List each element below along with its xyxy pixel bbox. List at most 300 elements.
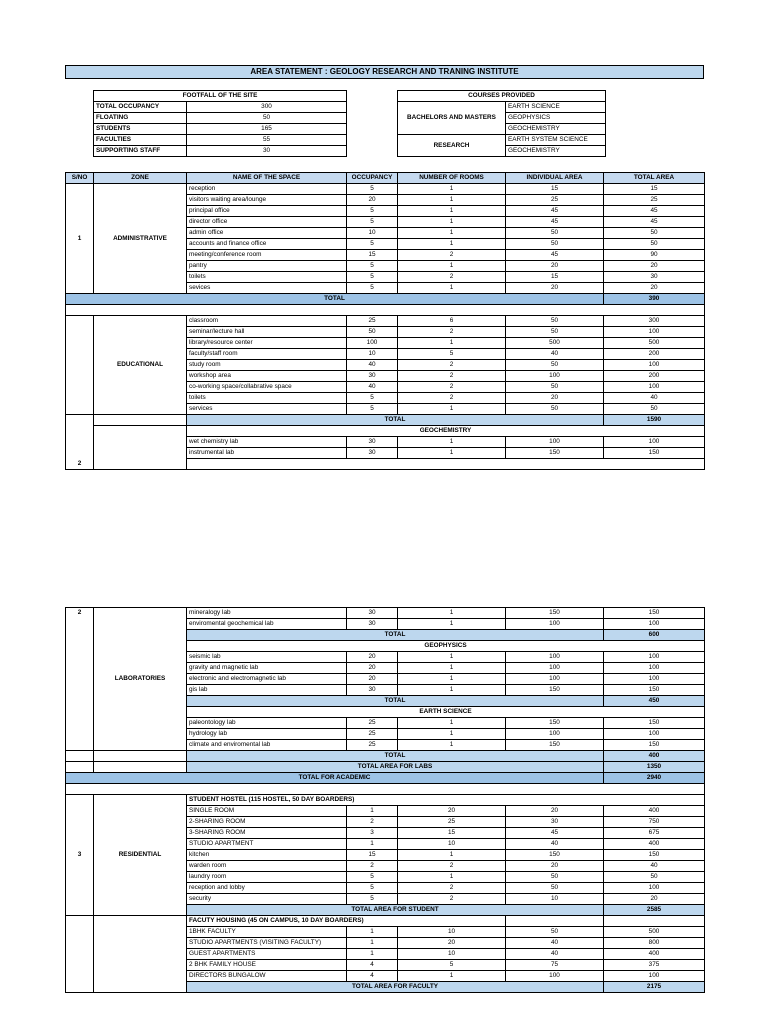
total-area: 100 (604, 883, 705, 894)
occupancy: 5 (347, 283, 398, 294)
table-row (66, 437, 705, 448)
space-name: workshop area (187, 371, 347, 382)
total-area: 100 (604, 729, 705, 740)
zone-cell: LABORATORIES (94, 608, 187, 751)
header-individual-area: INDIVIDUAL AREA (506, 173, 604, 184)
blank-cell (66, 630, 94, 641)
blank-cell (506, 916, 604, 927)
occupancy: 5 (347, 883, 398, 894)
total-value: 2940 (604, 773, 705, 784)
total-area: 400 (604, 949, 705, 960)
table-row (66, 448, 705, 459)
table-row (66, 184, 705, 195)
total-value: 390 (604, 294, 705, 305)
page-title: AREA STATEMENT : GEOLOGY RESEARCH AND TRANING INSTITUTE (66, 66, 704, 79)
rooms: 25 (398, 817, 506, 828)
occupancy: 15 (347, 250, 398, 261)
occupancy: 30 (347, 371, 398, 382)
space-name: admin office (187, 228, 347, 239)
header-zone: ZONE (94, 173, 187, 184)
space-name: reception and lobby (187, 883, 347, 894)
blank-cell (66, 707, 94, 718)
space-name: meeting/conference room (187, 250, 347, 261)
occupancy: 5 (347, 217, 398, 228)
rooms: 2 (398, 894, 506, 905)
blank-cell (66, 426, 94, 437)
total-area: 500 (604, 338, 705, 349)
individual-area: 40 (506, 949, 604, 960)
individual-area: 100 (506, 663, 604, 674)
occupancy: 5 (347, 239, 398, 250)
blank-cell (66, 448, 94, 459)
total-area: 25 (604, 195, 705, 206)
space-name: toilets (187, 272, 347, 283)
total-value: 1590 (604, 415, 705, 426)
occupancy: 1 (347, 839, 398, 850)
blank-cell (94, 448, 187, 459)
total-area: 200 (604, 349, 705, 360)
course-item: EARTH SCIENCE (506, 102, 606, 113)
rooms: 1 (398, 206, 506, 217)
total-area: 100 (604, 327, 705, 338)
rooms: 1 (398, 608, 506, 619)
individual-area: 15 (506, 272, 604, 283)
occupancy: 50 (347, 327, 398, 338)
individual-area: 40 (506, 349, 604, 360)
footfall-value: 30 (187, 146, 347, 157)
rooms: 2 (398, 883, 506, 894)
rooms: 1 (398, 872, 506, 883)
total-area: 750 (604, 817, 705, 828)
space-name: paleontology lab (187, 718, 347, 729)
individual-area: 500 (506, 338, 604, 349)
total-label: TOTAL AREA FOR FACULTY (187, 982, 604, 993)
occupancy: 40 (347, 382, 398, 393)
total-area: 40 (604, 861, 705, 872)
total-area: 100 (604, 663, 705, 674)
subheading: EARTH SCIENCE (187, 707, 705, 718)
subheading-row (66, 426, 705, 437)
sno-cell: 1 (66, 184, 94, 294)
occupancy: 25 (347, 718, 398, 729)
footfall-label: TOTAL OCCUPANCY (94, 102, 187, 113)
total-area: 150 (604, 740, 705, 751)
blank-cell (66, 641, 94, 652)
occupancy: 5 (347, 872, 398, 883)
total-area: 100 (604, 674, 705, 685)
individual-area: 40 (506, 839, 604, 850)
rooms: 1 (398, 674, 506, 685)
sno-row (66, 459, 705, 470)
occupancy: 30 (347, 437, 398, 448)
occupancy: 1 (347, 806, 398, 817)
rooms: 1 (398, 718, 506, 729)
individual-area: 50 (506, 327, 604, 338)
total-area: 100 (604, 360, 705, 371)
blank-cell (94, 426, 187, 437)
occupancy: 25 (347, 729, 398, 740)
occupancy: 30 (347, 608, 398, 619)
total-area: 50 (604, 872, 705, 883)
space-name: climate and enviromental lab (187, 740, 347, 751)
rooms: 20 (398, 806, 506, 817)
rooms: 1 (398, 740, 506, 751)
main-table-page1-clip (65, 172, 705, 474)
footfall-value: 165 (187, 124, 347, 135)
admin-rows (66, 184, 705, 294)
grand-total-row (66, 773, 705, 784)
total-label: TOTAL FOR ACADEMIC (66, 773, 604, 784)
space-name: faculty/staff room (187, 349, 347, 360)
blank-cell (187, 459, 705, 470)
space-name: SINGLE ROOM (187, 806, 347, 817)
blank-cell (94, 916, 187, 993)
main-table-page2-clip (65, 607, 705, 1021)
space-name: wet chemistry lab (187, 437, 347, 448)
rooms: 10 (398, 839, 506, 850)
space-name: kitchen (187, 850, 347, 861)
rooms: 1 (398, 239, 506, 250)
occupancy: 2 (347, 817, 398, 828)
footfall-label: SUPPORTING STAFF (94, 146, 187, 157)
total-area: 500 (604, 927, 705, 938)
rooms: 1 (398, 404, 506, 415)
rooms: 2 (398, 393, 506, 404)
space-name: instrumental lab (187, 448, 347, 459)
individual-area: 100 (506, 729, 604, 740)
page-1 (65, 65, 704, 79)
individual-area: 20 (506, 283, 604, 294)
header-sno: S/NO (66, 173, 94, 184)
rooms: 1 (398, 652, 506, 663)
total-area: 100 (604, 619, 705, 630)
space-name: seismic lab (187, 652, 347, 663)
total-value: 600 (604, 630, 705, 641)
space-name: services (187, 404, 347, 415)
occupancy: 20 (347, 195, 398, 206)
space-name: library/resource center (187, 338, 347, 349)
occupancy: 100 (347, 338, 398, 349)
footfall-label: FACULTIES (94, 135, 187, 146)
total-area: 150 (604, 685, 705, 696)
blank-cell (94, 762, 187, 773)
blank-cell (66, 437, 94, 448)
rooms: 1 (398, 729, 506, 740)
blank-cell (66, 674, 94, 685)
courses-heading: COURSES PROVIDED (398, 91, 606, 102)
total-area: 375 (604, 960, 705, 971)
rooms: 1 (398, 663, 506, 674)
occupancy: 10 (347, 228, 398, 239)
total-area: 30 (604, 272, 705, 283)
rooms: 15 (398, 828, 506, 839)
subheading: GEOPHYSICS (187, 641, 705, 652)
rooms: 1 (398, 261, 506, 272)
total-area: 90 (604, 250, 705, 261)
total-area: 100 (604, 652, 705, 663)
individual-area: 100 (506, 437, 604, 448)
space-name: study room (187, 360, 347, 371)
space-name: gravity and magnetic lab (187, 663, 347, 674)
space-name: mineralogy lab (187, 608, 347, 619)
space-name: 2 BHK FAMILY HOUSE (187, 960, 347, 971)
total-area: 400 (604, 806, 705, 817)
occupancy: 25 (347, 316, 398, 327)
total-label: TOTAL (187, 696, 604, 707)
blank-cell (94, 751, 187, 762)
total-area: 675 (604, 828, 705, 839)
occupancy: 1 (347, 927, 398, 938)
individual-area: 50 (506, 239, 604, 250)
footfall-table (93, 90, 347, 157)
occupancy: 5 (347, 404, 398, 415)
total-area: 150 (604, 718, 705, 729)
rooms: 20 (398, 938, 506, 949)
header-rooms: NUMBER OF ROOMS (398, 173, 506, 184)
course-item: GEOPHYSICS (506, 113, 606, 124)
occupancy: 5 (347, 894, 398, 905)
total-value: 1350 (604, 762, 705, 773)
footfall-label: STUDENTS (94, 124, 187, 135)
blank-cell (94, 459, 187, 470)
space-name: visitors waiting area/lounge (187, 195, 347, 206)
total-area: 20 (604, 261, 705, 272)
individual-area: 20 (506, 861, 604, 872)
blank-cell (604, 916, 705, 927)
sno-cell (66, 316, 94, 415)
rooms: 1 (398, 195, 506, 206)
zone-cell: EDUCATIONAL (94, 316, 187, 415)
rooms: 2 (398, 327, 506, 338)
total-area: 50 (604, 239, 705, 250)
subheading: STUDENT HOSTEL (115 HOSTEL, 50 DAY BOARDERS) (187, 795, 705, 806)
occupancy: 3 (347, 828, 398, 839)
space-name: toilets (187, 393, 347, 404)
total-area: 400 (604, 839, 705, 850)
occupancy: 5 (347, 272, 398, 283)
rooms: 1 (398, 971, 506, 982)
blank-cell (66, 751, 94, 762)
space-name: co-working space/collabrative space (187, 382, 347, 393)
main-table-page2 (65, 607, 705, 993)
individual-area: 100 (506, 619, 604, 630)
space-name: pantry (187, 261, 347, 272)
footfall-value: 300 (187, 102, 347, 113)
total-area: 15 (604, 184, 705, 195)
table-row (66, 316, 705, 327)
main-table-page1 (65, 172, 705, 470)
page2-rows (66, 608, 705, 993)
geochem-rows (66, 426, 705, 470)
total-label: TOTAL (187, 751, 604, 762)
rooms: 2 (398, 272, 506, 283)
total-area: 150 (604, 608, 705, 619)
occupancy: 5 (347, 184, 398, 195)
rooms: 2 (398, 250, 506, 261)
rooms: 1 (398, 685, 506, 696)
individual-area: 150 (506, 448, 604, 459)
rooms: 6 (398, 316, 506, 327)
total-area: 150 (604, 850, 705, 861)
rooms: 2 (398, 382, 506, 393)
occupancy: 20 (347, 663, 398, 674)
space-name: classroom (187, 316, 347, 327)
individual-area: 50 (506, 360, 604, 371)
occupancy: 5 (347, 261, 398, 272)
occupancy: 10 (347, 349, 398, 360)
individual-area: 25 (506, 195, 604, 206)
total-value: 2175 (604, 982, 705, 993)
subheading-row (66, 916, 705, 927)
sno-cell: 2 (66, 459, 94, 470)
courses-group-label: BACHELORS AND MASTERS (398, 102, 506, 135)
individual-area: 40 (506, 938, 604, 949)
rooms: 2 (398, 360, 506, 371)
individual-area: 150 (506, 740, 604, 751)
courses-table (397, 90, 606, 157)
edu-rows (66, 316, 705, 415)
space-name: seminar/lecture hall (187, 327, 347, 338)
course-item: GEOCHEMISTRY (506, 146, 606, 157)
individual-area: 50 (506, 382, 604, 393)
total-area: 50 (604, 228, 705, 239)
rooms: 5 (398, 349, 506, 360)
space-name: reception (187, 184, 347, 195)
footfall-heading: FOOTFALL OF THE SITE (94, 91, 347, 102)
rooms: 1 (398, 184, 506, 195)
occupancy: 4 (347, 960, 398, 971)
rooms: 1 (398, 217, 506, 228)
individual-area: 50 (506, 404, 604, 415)
rooms: 1 (398, 619, 506, 630)
occupancy: 20 (347, 674, 398, 685)
blank-cell (66, 718, 94, 729)
footfall-value: 55 (187, 135, 347, 146)
total-label: TOTAL (187, 630, 604, 641)
total-area: 20 (604, 894, 705, 905)
rooms: 1 (398, 850, 506, 861)
space-name: accounts and finance office (187, 239, 347, 250)
space-name: 1BHK FACULTY (187, 927, 347, 938)
occupancy: 40 (347, 360, 398, 371)
individual-area: 100 (506, 652, 604, 663)
space-name: sevices (187, 283, 347, 294)
occupancy: 1 (347, 938, 398, 949)
header-total-area: TOTAL AREA (604, 173, 705, 184)
rooms: 1 (398, 283, 506, 294)
blank-cell (94, 437, 187, 448)
individual-area: 50 (506, 316, 604, 327)
space-name: gis lab (187, 685, 347, 696)
blank-cell (66, 784, 705, 795)
space-name: 3-SHARING ROOM (187, 828, 347, 839)
zone-cell: ADMINISTRATIVE (94, 184, 187, 294)
total-value: 450 (604, 696, 705, 707)
total-row (66, 751, 705, 762)
individual-area: 100 (506, 971, 604, 982)
occupancy: 20 (347, 652, 398, 663)
rooms: 10 (398, 927, 506, 938)
space-name: warden room (187, 861, 347, 872)
zone-cell: RESIDENTIAL (94, 795, 187, 916)
occupancy: 30 (347, 619, 398, 630)
individual-area: 150 (506, 608, 604, 619)
courses-group-label: RESEARCH (398, 135, 506, 157)
space-name: enviromental geochemical lab (187, 619, 347, 630)
blank-cell (66, 663, 94, 674)
course-item: EARTH SYSTEM SCIENCE (506, 135, 606, 146)
total-area: 300 (604, 316, 705, 327)
blank-cell (66, 696, 94, 707)
occupancy: 4 (347, 971, 398, 982)
subheading-row (66, 795, 705, 806)
space-name: 2-SHARING ROOM (187, 817, 347, 828)
individual-area: 100 (506, 371, 604, 382)
subheading: FACUTY HOUSING (45 ON CAMPUS, 10 DAY BOARDERS) (187, 916, 506, 927)
blank-cell (66, 916, 94, 993)
space-name: security (187, 894, 347, 905)
blank-cell (66, 652, 94, 663)
admin-total-row (66, 294, 705, 305)
space-name: laundry room (187, 872, 347, 883)
footfall-value: 50 (187, 113, 347, 124)
rooms: 2 (398, 861, 506, 872)
header-space: NAME OF THE SPACE (187, 173, 347, 184)
spacer-row (66, 305, 705, 316)
sno-cell: 2 (66, 608, 94, 619)
individual-area: 20 (506, 261, 604, 272)
individual-area: 20 (506, 806, 604, 817)
individual-area: 50 (506, 228, 604, 239)
individual-area: 45 (506, 250, 604, 261)
individual-area: 50 (506, 872, 604, 883)
individual-area: 75 (506, 960, 604, 971)
edu-total-row (66, 415, 705, 426)
subheading: GEOCHEMISTRY (187, 426, 705, 437)
individual-area: 150 (506, 850, 604, 861)
space-name: hydrology lab (187, 729, 347, 740)
occupancy: 30 (347, 448, 398, 459)
header-occupancy: OCCUPANCY (347, 173, 398, 184)
space-name: STUDIO APARTMENTS (VISITING FACULTY) (187, 938, 347, 949)
blank-cell (66, 685, 94, 696)
space-name: STUDIO APARTMENT (187, 839, 347, 850)
individual-area: 45 (506, 828, 604, 839)
header-row (66, 173, 705, 184)
total-area: 800 (604, 938, 705, 949)
individual-area: 50 (506, 927, 604, 938)
space-name: electronic and electromagnetic lab (187, 674, 347, 685)
sno-cell: 3 (66, 795, 94, 916)
total-area: 45 (604, 217, 705, 228)
total-area: 100 (604, 971, 705, 982)
occupancy: 5 (347, 206, 398, 217)
occupancy: 25 (347, 740, 398, 751)
course-item: GEOCHEMISTRY (506, 124, 606, 135)
total-label: TOTAL (187, 415, 604, 426)
rooms: 10 (398, 949, 506, 960)
individual-area: 45 (506, 217, 604, 228)
spacer-row (66, 784, 705, 795)
individual-area: 45 (506, 206, 604, 217)
blank-cell (66, 619, 94, 630)
space-name: GUEST APARTMENTS (187, 949, 347, 960)
rooms: 1 (398, 448, 506, 459)
occupancy: 15 (347, 850, 398, 861)
total-label: TOTAL AREA FOR LABS (187, 762, 604, 773)
space-name: director office (187, 217, 347, 228)
rooms: 2 (398, 371, 506, 382)
